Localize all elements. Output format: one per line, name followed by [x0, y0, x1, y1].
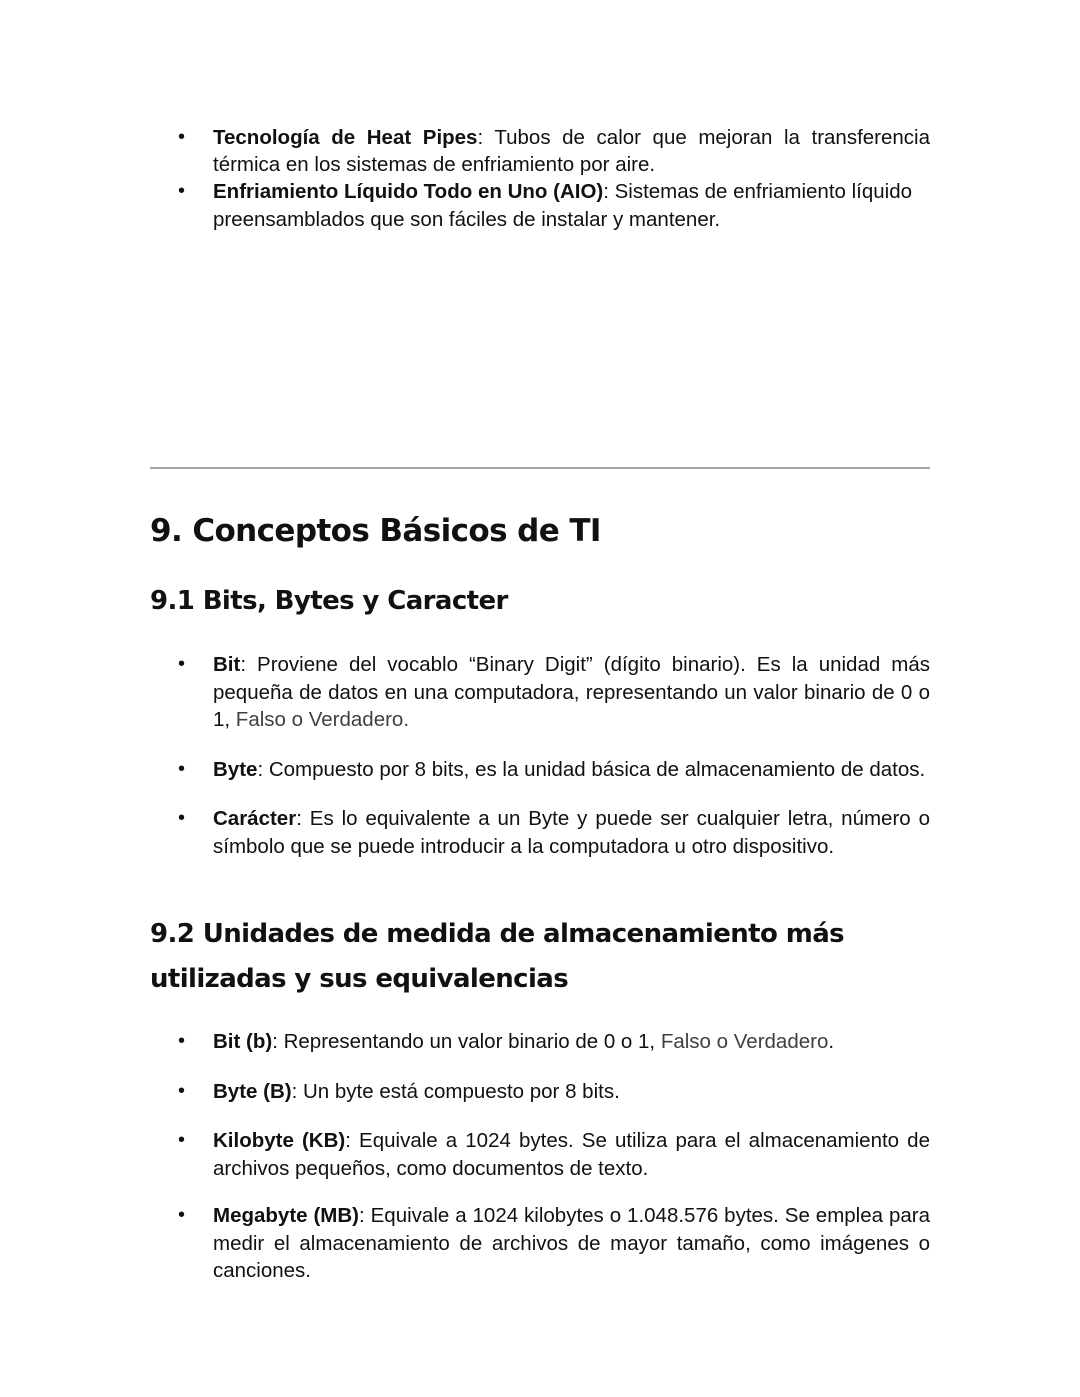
term-aio: Enfriamiento Líquido Todo en Uno (AIO)	[213, 180, 604, 203]
horizontal-divider	[150, 467, 930, 469]
bits-bytes-list	[150, 651, 930, 860]
term-caracter: Carácter	[213, 807, 297, 830]
desc-heat-pipes: : Tubos de calor que mejoran la transferencia térmica en los sistemas de enfriamiento por aire.	[213, 126, 930, 176]
list-item-kilobyte	[150, 1127, 930, 1182]
desc-bit: : Proviene del vocablo “Binary Digit” (dígito binario). Es la unidad más pequeña de datos en una computadora, representando un valor binario de 0 o 1,	[213, 653, 930, 731]
list-item-byte	[150, 756, 930, 784]
subsection-title-9-1: 9.1 Bits, Bytes y Caracter	[150, 586, 508, 616]
term-megabyte: Megabyte (MB)	[213, 1204, 360, 1227]
list-item-megabyte	[150, 1202, 930, 1285]
list-item-heat-pipes	[150, 124, 930, 178]
desc-byte-b: : Un byte está compuesto por 8 bits.	[291, 1079, 620, 1103]
term-bit-b: Bit (b)	[213, 1030, 273, 1053]
storage-units-list	[150, 1028, 930, 1285]
list-item-aio	[150, 178, 930, 233]
subsection-title-9-2-line1: 9.2 Unidades de medida de almacenamiento más	[150, 919, 845, 949]
term-byte-b: Byte (B)	[213, 1079, 292, 1103]
desc-bit-grey: Falso o Verdadero.	[235, 708, 410, 731]
list-item-bit	[150, 651, 930, 734]
term-heat-pipes: Tecnología de Heat Pipes	[213, 126, 478, 149]
term-bit: Bit	[213, 653, 241, 676]
list-item-byte-b	[150, 1078, 930, 1106]
desc-megabyte: : Equivale a 1024 kilobytes o 1.048.576 bytes. Se emplea para medir el almacenamiento de archivos de mayor tamaño, como imágenes o canciones.	[213, 1204, 930, 1282]
desc-aio: : Sistemas de enfriamiento líquido preensamblados que son fáciles de instalar y mantener.	[213, 180, 913, 231]
desc-bit-b-grey: Falso o Verdadero	[660, 1030, 829, 1053]
top-bullet-list	[150, 124, 930, 233]
subsection-title-9-2	[150, 912, 930, 1002]
subsection-title-9-2-line2: utilizadas y sus equivalencias	[150, 964, 569, 994]
list-item-bit-b	[150, 1028, 930, 1056]
desc-bit-b: : Representando un valor binario de 0 o 1,	[272, 1030, 661, 1053]
desc-bit-b-tail: .	[828, 1030, 835, 1053]
list-item-caracter	[150, 805, 930, 860]
desc-byte: : Compuesto por 8 bits, es la unidad básica de almacenamiento de datos.	[257, 757, 926, 781]
term-byte: Byte	[213, 757, 258, 781]
desc-caracter: : Es lo equivalente a un Byte y puede ser cualquier letra, número o símbolo que se puede introducir a la computadora u otro dispositivo.	[213, 807, 930, 858]
section-title: 9. Conceptos Básicos de TI	[150, 513, 601, 549]
desc-kilobyte: : Equivale a 1024 bytes. Se utiliza para el almacenamiento de archivos pequeños, como documentos de texto.	[213, 1129, 930, 1180]
term-kilobyte: Kilobyte (KB)	[213, 1129, 346, 1152]
